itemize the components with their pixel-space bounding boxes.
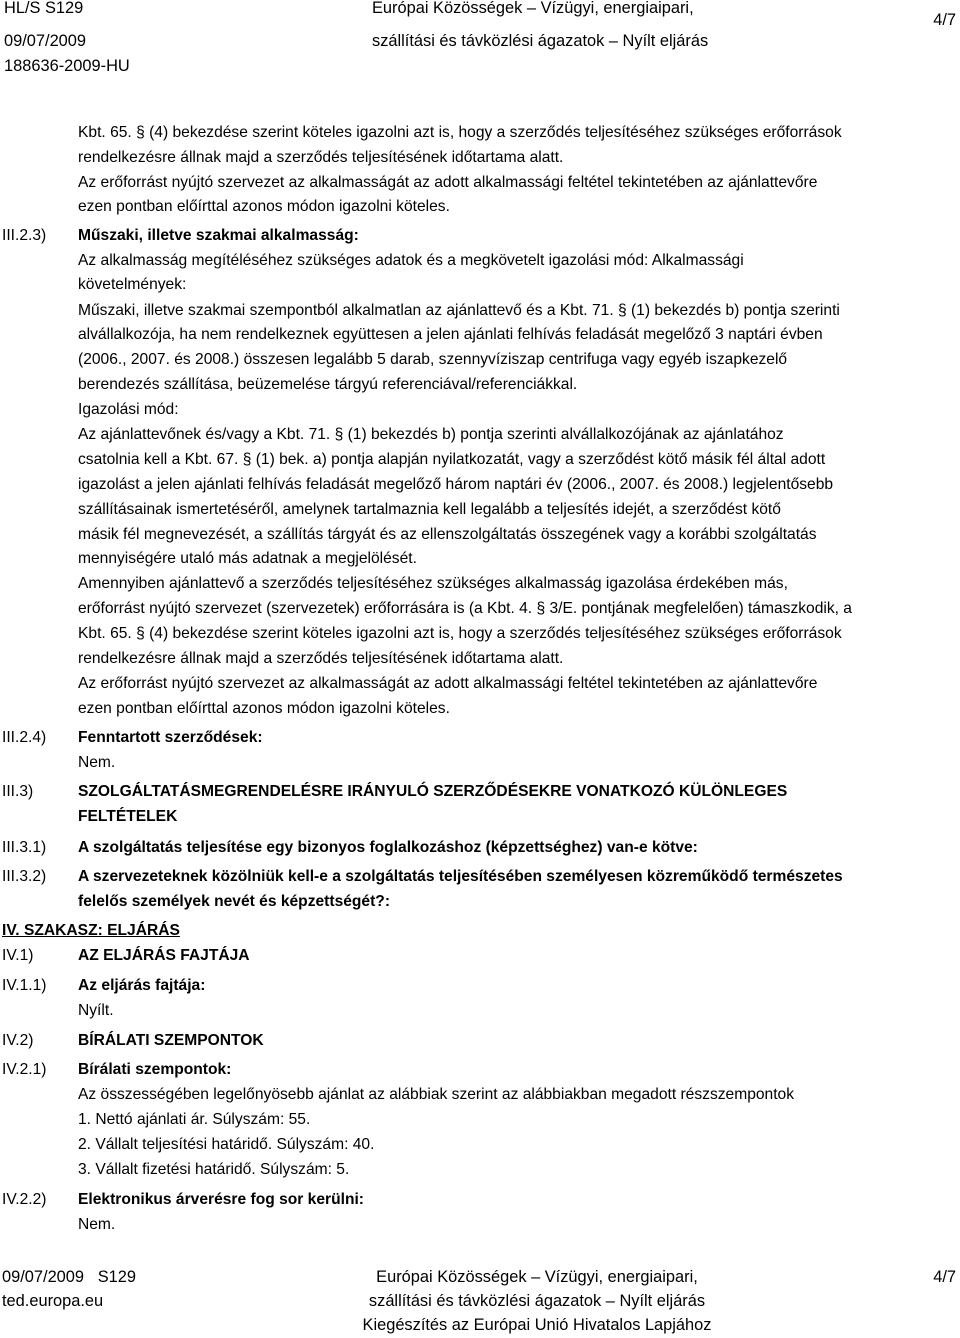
text-line: erőforrást nyújtó szervezet (szervezetek) erőforrására is (a Kbt. 4. § 3/E. pontjának megfelelően) támaszkodik, a <box>78 600 852 617</box>
text-line: Kbt. 65. § (4) bekezdése szerint köteles igazolni azt is, hogy a szerződés teljesítéséhez szükséges erőforrások <box>78 625 842 642</box>
part-heading: IV. SZAKASZ: ELJÁRÁS <box>2 922 180 939</box>
text-line: igazolást a jelen ajánlati felhívás feladását megelőző három naptári év (2006., 2007. és 2008.) legjelentősebb <box>78 476 834 493</box>
header-notice-number: 188636-2009-HU <box>4 57 130 75</box>
header-title-line1: Európai Közösségek – Vízügyi, energiaipari, <box>372 0 694 17</box>
text-line: Kbt. 65. § (4) bekezdése szerint köteles igazolni azt is, hogy a szerződés teljesítéséhez szükséges erőforrások <box>78 124 842 141</box>
section-number: III.3.1) <box>2 839 47 856</box>
section-title: A szervezeteknek közölniük kell-e a szolgáltatás teljesítésében személyesen közreműködő természetes <box>78 868 843 885</box>
section-number: III.2.3) <box>2 227 47 244</box>
section-title: Bírálati szempontok: <box>78 1061 232 1078</box>
text-line: Az erőforrást nyújtó szervezet az alkalmasságát az adott alkalmassági feltétel tekintetében az ajánlattevőre <box>78 174 818 191</box>
section-number: III.3.2) <box>2 868 47 885</box>
footer-site-link[interactable]: ted.europa.eu <box>2 1292 104 1310</box>
section-title: Az eljárás fajtája: <box>78 977 206 994</box>
text-line: (2006., 2007. és 2008.) összesen legalább 5 darab, szennyvíziszap centrifuga vagy egyéb iszapkezelő <box>78 351 788 368</box>
text-line: mennyiségére utaló más adatnak a megjelölését. <box>78 550 417 567</box>
header-doc-id: HL/S S129 <box>4 0 84 17</box>
footer-page-number: 4/7 <box>933 1268 956 1286</box>
section-value: Nyílt. <box>78 1002 114 1019</box>
text-line: szállításainak ismertetéséről, amelynek tartalmaznia kell legalább a teljesítés idejét, a szerződést kötő <box>78 501 781 518</box>
text-line: követelmények: <box>78 276 187 293</box>
header-page-number: 4/7 <box>933 11 956 29</box>
page-footer <box>0 1265 960 1337</box>
section-number: IV.2.1) <box>2 1061 47 1078</box>
text-line: 2. Vállalt teljesítési határidő. Súlyszám: 40. <box>78 1136 375 1153</box>
section-title: BÍRÁLATI SZEMPONTOK <box>78 1032 264 1049</box>
text-line: rendelkezésre állnak majd a szerződés teljesítésének időtartama alatt. <box>78 650 564 667</box>
text-line: 1. Nettó ajánlati ár. Súlyszám: 55. <box>78 1111 311 1128</box>
page-header <box>2 0 960 75</box>
text-line: ezen pontban előírttal azonos módon igazolni köteles. <box>78 700 450 717</box>
section-number: IV.2.2) <box>2 1191 47 1208</box>
text-line: Amennyiben ajánlattevő a szerződés teljesítéséhez szükséges alkalmasság igazolása érdekében más, <box>78 575 788 592</box>
text-line: rendelkezésre állnak majd a szerződés teljesítésének időtartama alatt. <box>78 149 564 166</box>
header-center <box>372 0 709 54</box>
text-line: berendezés szállítása, beüzemelése tárgyú referenciával/referenciákkal. <box>78 376 578 393</box>
footer-title-line2: szállítási és távközlési ágazatok – Nyílt eljárás <box>368 1292 706 1310</box>
section-title: Műszaki, illetve szakmai alkalmasság: <box>78 227 359 244</box>
section-title-cont: felelős személyek nevét és képzettségét?: <box>78 893 391 910</box>
section-title: A szolgáltatás teljesítése egy bizonyos foglalkozáshoz (képzettséghez) van-e kötve: <box>78 839 698 856</box>
text-line: alvállalkozója, ha nem rendelkeznek együttesen a jelen ajánlati felhívás feladását megelőző 3 naptári évben <box>78 326 823 343</box>
header-date: 09/07/2009 <box>4 32 87 50</box>
section-number: IV.1.1) <box>2 977 47 994</box>
section-value: Nem. <box>78 1216 116 1233</box>
footer-date-series: 09/07/2009 S129 <box>2 1268 136 1286</box>
text-line: Az összességében legelőnyösebb ajánlat az alábbiak szerint az alábbiakban megadott részszempontok <box>78 1086 795 1103</box>
text-line: Az erőforrást nyújtó szervezet az alkalmasságát az adott alkalmassági feltétel tekintetében az ajánlattevőre <box>78 675 818 692</box>
footer-center <box>342 1265 732 1337</box>
text-line: Az alkalmasság megítéléséhez szükséges adatok és a megkövetelt igazolási mód: Alkalmassági <box>78 252 744 269</box>
header-left <box>4 0 130 79</box>
section-title: Fenntartott szerződések: <box>78 729 263 746</box>
section-title-cont: FELTÉTELEK <box>78 808 178 825</box>
section-number: III.2.4) <box>2 729 47 746</box>
footer-left <box>2 1265 136 1313</box>
section-title: AZ ELJÁRÁS FAJTÁJA <box>78 947 250 964</box>
section-number: III.3) <box>2 783 34 800</box>
text-line: Igazolási mód: <box>78 401 179 418</box>
text-line: csatolnia kell a Kbt. 67. § (1) bek. a) pontja alapján nyilatkozatát, vagy a szerződést kötő másik fél által adott <box>78 451 826 468</box>
section-title: Elektronikus árverésre fog sor kerülni: <box>78 1191 364 1208</box>
header-title-line2: szállítási és távközlési ágazatok – Nyílt eljárás <box>372 32 709 50</box>
section-value: Nem. <box>78 754 116 771</box>
text-line: másik fél megnevezését, a szállítás tárgyát és az ellenszolgáltatás összegének vagy a korábbi szolgáltatás <box>78 526 817 543</box>
text-line: Az ajánlattevőnek és/vagy a Kbt. 71. § (1) bekezdés b) pontja szerinti alvállalkozójának az ajánlatához <box>78 426 784 443</box>
section-title: SZOLGÁLTATÁSMEGRENDELÉSRE IRÁNYULÓ SZERZŐDÉSEKRE VONATKOZÓ KÜLÖNLEGES <box>78 783 788 800</box>
footer-title-line3: Kiegészítés az Európai Unió Hivatalos Lapjához <box>362 1316 712 1334</box>
text-line: ezen pontban előírttal azonos módon igazolni köteles. <box>78 198 450 215</box>
footer-title-line1: Európai Közösségek – Vízügyi, energiaipari, <box>376 1268 698 1286</box>
text-line: Műszaki, illetve szakmai szempontból alkalmatlan az ajánlattevő és a Kbt. 71. § (1) bekezdés b) pontja szerinti <box>78 302 840 319</box>
section-number: IV.2) <box>2 1032 34 1049</box>
section-number: IV.1) <box>2 947 34 964</box>
text-line: 3. Vállalt fizetési határidő. Súlyszám: 5. <box>78 1161 350 1178</box>
